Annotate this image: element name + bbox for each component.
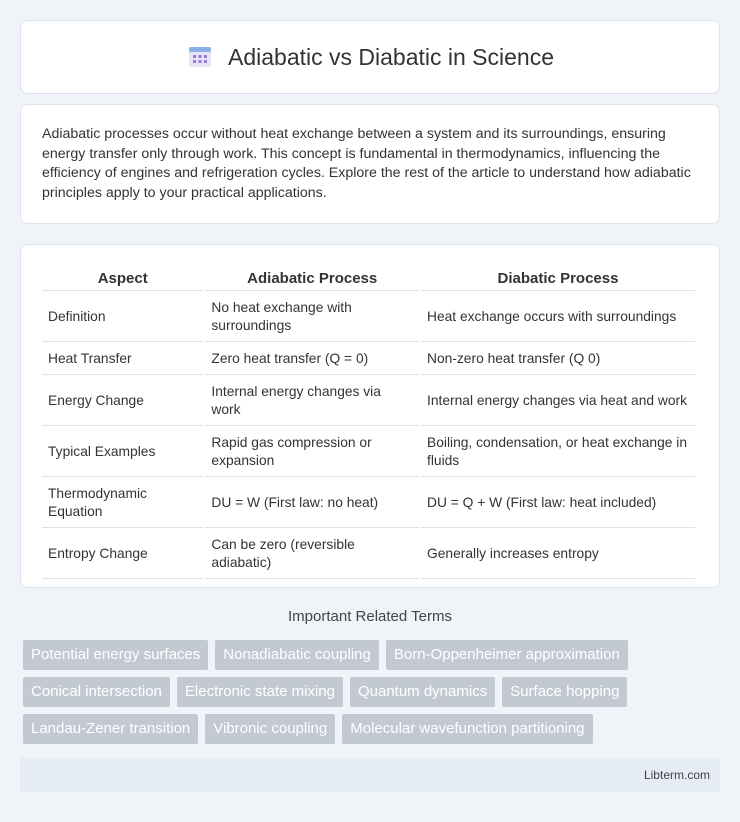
table-row [42,479,695,528]
table-row [42,344,695,375]
related-term-tag[interactable]: Nonadiabatic coupling [215,640,379,670]
comparison-table [40,263,697,581]
related-term-tag[interactable]: Surface hopping [502,677,627,707]
table-cell: Internal energy changes via heat and work [421,377,695,426]
related-term-tag[interactable]: Molecular wavefunction partitioning [342,714,592,744]
footer-site-link[interactable]: Libterm.com [643,768,710,782]
page-title: Adiabatic vs Diabatic in Science [228,43,554,70]
table-cell: Entropy Change [42,530,203,579]
related-terms-list [23,640,723,744]
table-cell: Boiling, condensation, or heat exchange in fluids [421,428,695,477]
table-cell: Heat exchange occurs with surroundings [421,293,695,342]
column-header: Diabatic Process [421,265,695,291]
table-row [42,530,695,579]
intro-card [20,104,720,224]
building-icon [186,44,214,70]
related-term-tag[interactable]: Potential energy surfaces [23,640,208,670]
table-cell: Thermodynamic Equation [42,479,203,528]
table-row [42,428,695,477]
related-terms-title: Important Related Terms [288,608,452,625]
table-cell: Non-zero heat transfer (Q 0) [421,344,695,375]
related-term-tag[interactable]: Landau-Zener transition [23,714,198,744]
table-cell: Zero heat transfer (Q = 0) [205,344,419,375]
table-cell: Rapid gas compression or expansion [205,428,419,477]
related-term-tag[interactable]: Born-Oppenheimer approximation [386,640,628,670]
table-row [42,377,695,426]
table-cell: Energy Change [42,377,203,426]
table-cell: No heat exchange with surroundings [205,293,419,342]
table-cell: Heat Transfer [42,344,203,375]
intro-text: Adiabatic processes occur without heat exchange between a system and its surroundings, ensuring energy transfer only through work. This concept is fundamental in thermodynamics, influencing the efficiency of engines and refrigeration cycles. Explore the rest of the article to understand how adiabatic principles apply to your practical applications. [42,126,691,201]
column-header: Adiabatic Process [205,265,419,291]
table-cell: DU = W (First law: no heat) [205,479,419,528]
table-cell: Typical Examples [42,428,203,477]
table-cell: Generally increases entropy [421,530,695,579]
header-card [20,20,720,94]
related-term-tag[interactable]: Conical intersection [23,677,170,707]
table-cell: Internal energy changes via work [205,377,419,426]
related-term-tag[interactable]: Vibronic coupling [205,714,335,744]
table-cell: Definition [42,293,203,342]
comparison-card [20,244,720,588]
table-cell: Can be zero (reversible adiabatic) [205,530,419,579]
table-cell: DU = Q + W (First law: heat included) [421,479,695,528]
table-header-row [42,265,695,291]
table-row [42,293,695,342]
related-term-tag[interactable]: Electronic state mixing [177,677,343,707]
footer [20,758,720,792]
column-header: Aspect [42,265,203,291]
related-term-tag[interactable]: Quantum dynamics [350,677,495,707]
